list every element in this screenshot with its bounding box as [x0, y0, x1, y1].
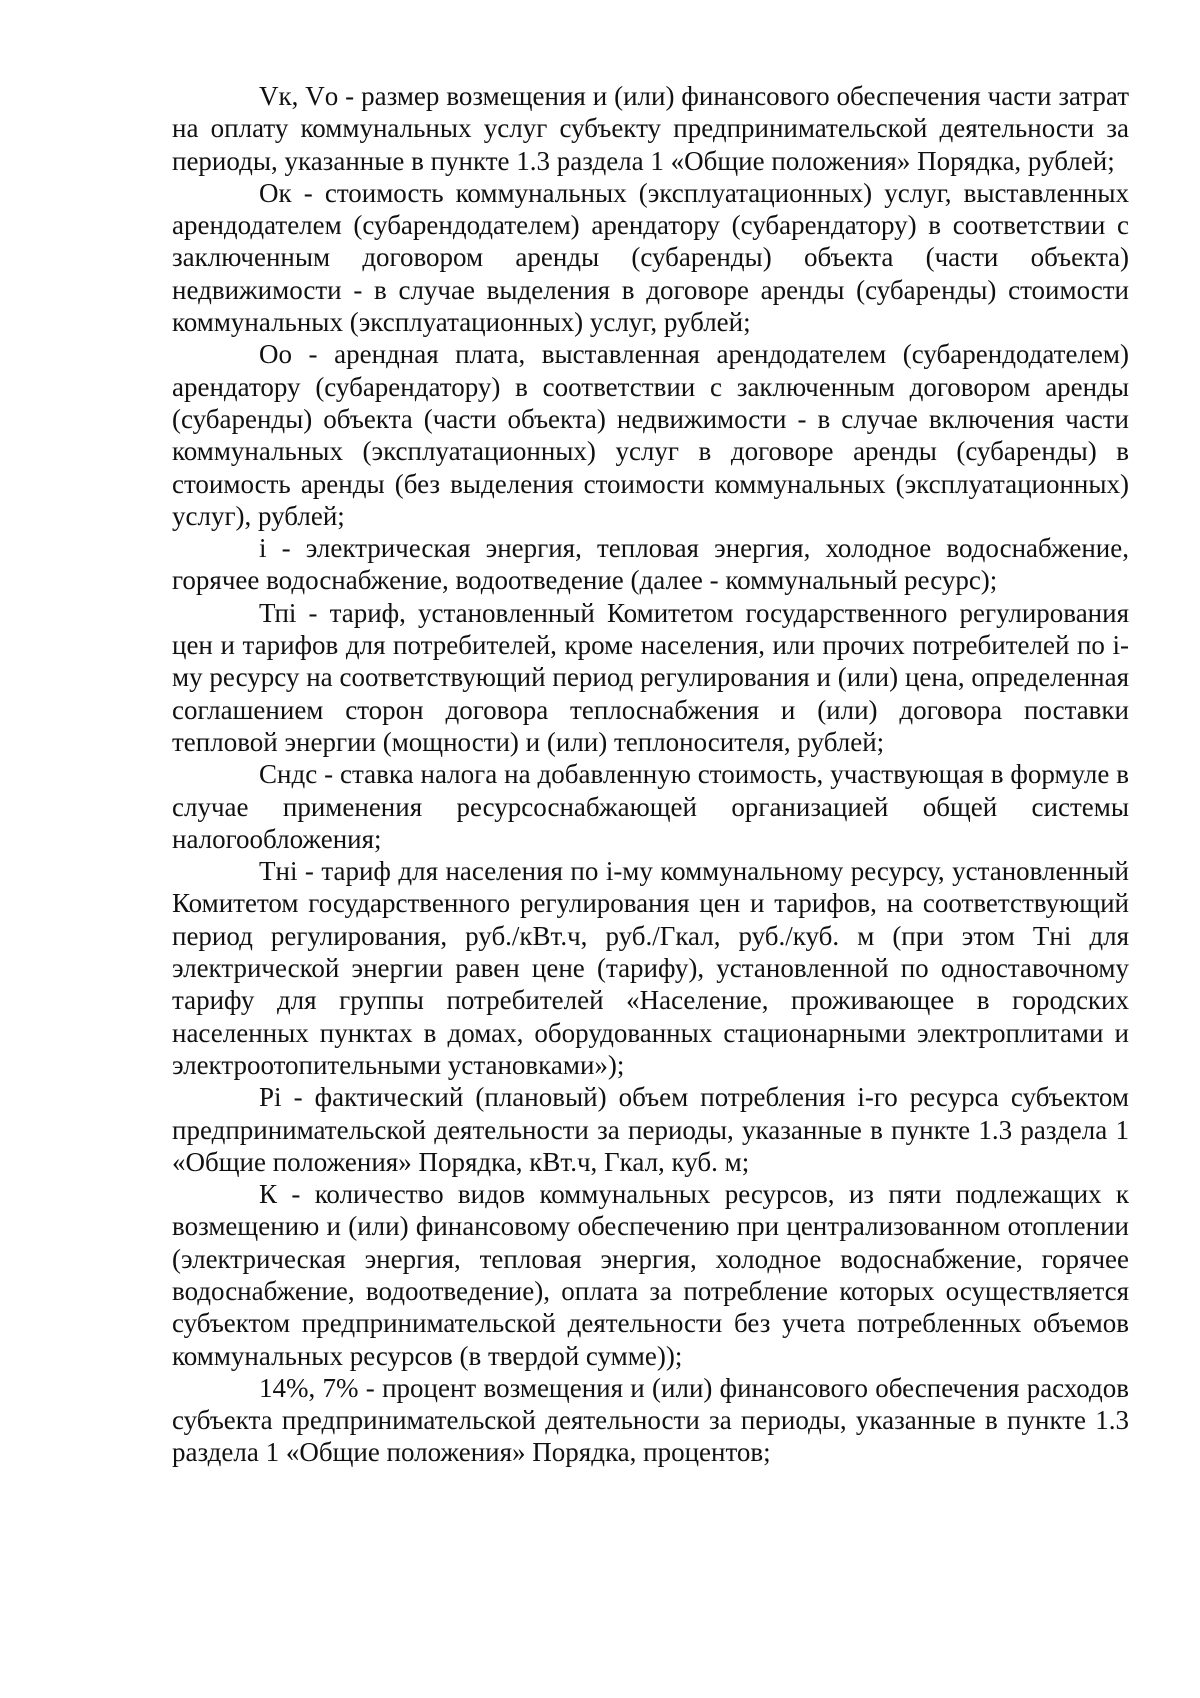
paragraph-k-definition: К - количество видов коммунальных ресурсов, из пяти подлежащих к возмещению и (или) финансовому обеспечению при централизованном отоплении (электрическая энергия, тепловая энергия, холодное водоснабжение, горячее водоснабжение, водоотведение), оплата за потребление которых осуществляется субъектом предпринимательской деятельности без учета потребленных объемов коммунальных ресурсов (в твердой сумме)); — [172, 1179, 1129, 1371]
paragraph-snds-definition: Cндс - ставка налога на добавленную стоимость, участвующая в формуле в случае применения ресурсоснабжающей организацией общей системы налогообложения; — [172, 759, 1129, 854]
paragraph-oo-definition: Оо - арендная плата, выставленная арендодателем (субарендодателем) арендатору (субарендатору) в соответствии с заключенным договором аренды (субаренды) объекта (части объекта) недвижимости - в случае включения части коммунальных (эксплуатационных) услуг в договоре аренды (субаренды) в стоимость аренды (без выделения стоимости коммунальных (эксплуатационных) услуг), рублей; — [172, 339, 1129, 531]
paragraph-i-definition: i - электрическая энергия, тепловая энергия, холодное водоснабжение, горячее водоснабжение, водоотведение (далее - коммунальный ресурс); — [172, 533, 1129, 596]
paragraph-ok-definition: Ок - стоимость коммунальных (эксплуатационных) услуг, выставленных арендодателем (субарендодателем) арендатору (субарендатору) в соответствии с заключенным договором аренды (субаренды) объекта (части объекта) недвижимости - в случае выделения в договоре аренды (субаренды) стоимости коммунальных (эксплуатационных) услуг, рублей; — [172, 177, 1129, 338]
paragraph-tni-definition: Тнi - тариф для населения по i-му коммунальному ресурсу, установленный Комитетом государственного регулирования цен и тарифов, на соответствующий период регулирования, руб./кВт.ч, руб./Гкал, руб./куб. м (при этом Тнi для электрической энергии равен цене (тарифу), установленной по одноставочному тарифу для группы потребителей «Население, проживающее в городских населенных пунктах в домах, оборудованных стационарными электроплитами и электроотопительными установками»); — [172, 856, 1129, 1080]
paragraph-vk-vo-definition: Vк, Vо - размер возмещения и (или) финансового обеспечения части затрат на оплату коммунальных услуг субъекту предпринимательской деятельности за периоды, указанные в пункте 1.3 раздела 1 «Общие положения» Порядка, рублей; — [172, 81, 1129, 176]
paragraph-percent-definition: 14%, 7% - процент возмещения и (или) финансового обеспечения расходов субъекта предпринимательской деятельности за периоды, указанные в пункте 1.3 раздела 1 «Общие положения» Порядка, процентов; — [172, 1372, 1129, 1468]
paragraph-pi-definition: Рi - фактический (плановый) объем потребления i-го ресурса субъектом предпринимательской деятельности за периоды, указанные в пункте 1.3 раздела 1 «Общие положения» Порядка, кВт.ч, Гкал, куб. м; — [172, 1082, 1129, 1177]
paragraph-tpi-definition: Тпi - тариф, установленный Комитетом государственного регулирования цен и тарифов для потребителей, кроме населения, или прочих потребителей по i-му ресурсу на соответствующий период регулирования и (или) цена, определенная соглашением сторон договора теплоснабжения и (или) договора поставки тепловой энергии (мощности) и (или) теплоносителя, рублей; — [172, 597, 1129, 757]
document-page — [172, 80, 1129, 1469]
